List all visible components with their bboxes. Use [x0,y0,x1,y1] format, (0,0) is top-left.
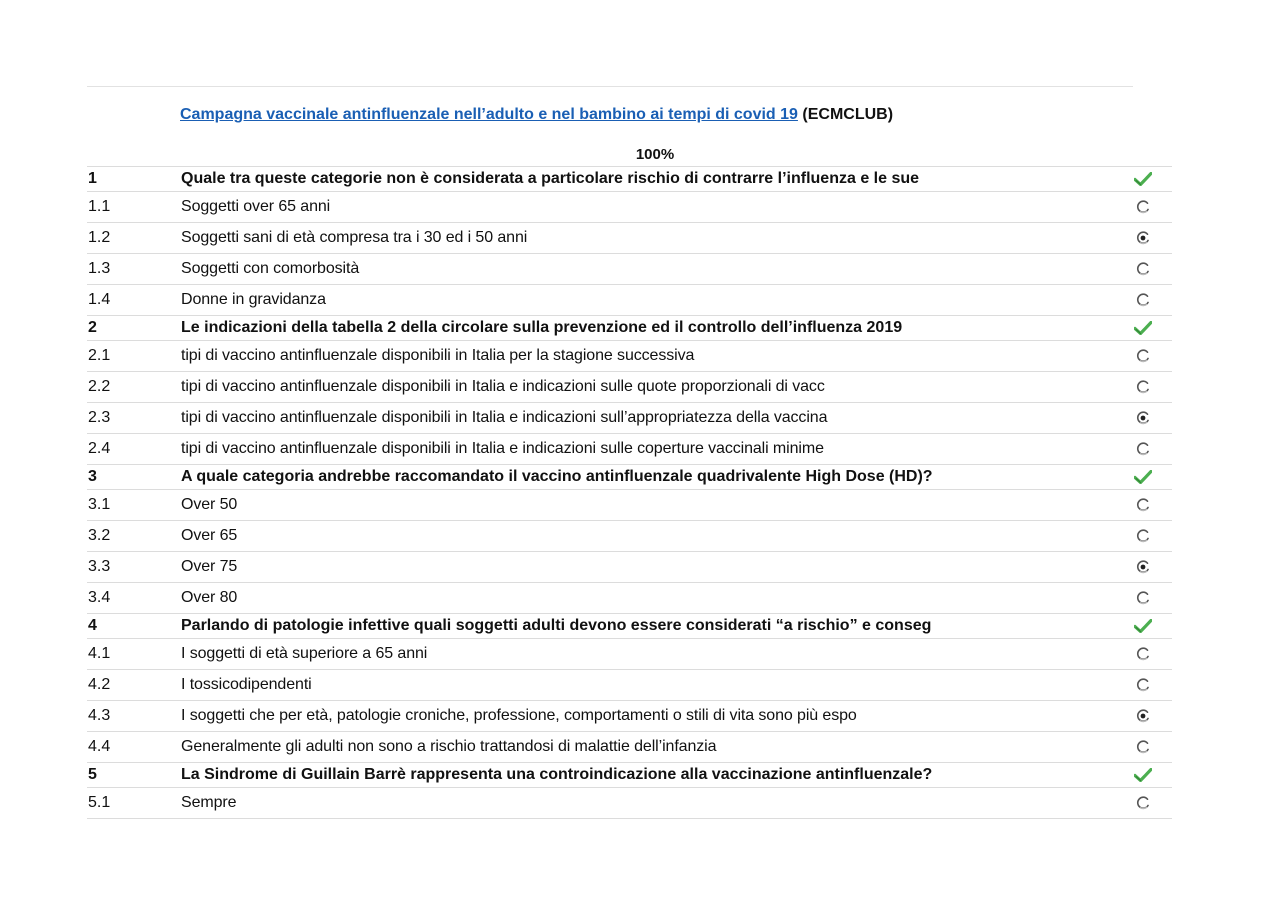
question-row [87,763,1172,788]
score-percentage: 100% [635,146,675,163]
document-title [180,106,893,124]
checkmark-icon [1114,470,1172,484]
question-text: La Sindrome di Guillain Barrè rappresenta una controindicazione alla vaccinazione antinfluenzale? [181,766,933,783]
answer-text: Soggetti con comorbosità [181,260,360,277]
answer-text: tipi di vaccino antinfluenzale disponibili in Italia e indicazioni sulle coperture vaccinali minime [181,440,824,457]
answer-number: 4.3 [88,707,111,724]
radio-unselected-icon[interactable] [1114,262,1172,276]
question-number: 3 [88,468,97,485]
answer-number: 3.1 [88,496,111,513]
question-row [87,465,1172,490]
answer-text: Donne in gravidanza [181,291,326,308]
radio-unselected-icon[interactable] [1114,647,1172,661]
answer-row[interactable] [87,583,1172,614]
answer-text: I soggetti di età superiore a 65 anni [181,645,428,662]
top-divider [87,86,1133,87]
checkmark-icon [1114,619,1172,633]
answer-row[interactable] [87,521,1172,552]
answer-number: 1.4 [88,291,111,308]
answer-text: Soggetti over 65 anni [181,198,331,215]
radio-unselected-icon[interactable] [1114,740,1172,754]
answer-text: Generalmente gli adulti non sono a rischio trattandosi di malattie dell’infanzia [181,738,717,755]
radio-selected-icon[interactable] [1114,709,1172,723]
quiz-results-table [87,166,1172,819]
answer-text: Soggetti sani di età compresa tra i 30 ed i 50 anni [181,229,528,246]
answer-text: Over 80 [181,589,238,606]
radio-unselected-icon[interactable] [1114,442,1172,456]
checkmark-icon [1114,768,1172,782]
answer-row[interactable] [87,788,1172,819]
answer-number: 1.3 [88,260,111,277]
answer-row[interactable] [87,490,1172,521]
answer-text: tipi di vaccino antinfluenzale disponibili in Italia e indicazioni sull’appropriatezza della vaccina [181,409,828,426]
answer-text: tipi di vaccino antinfluenzale disponibili in Italia per la stagione successiva [181,347,695,364]
question-row [87,167,1172,192]
answer-row[interactable] [87,552,1172,583]
answer-row[interactable] [87,670,1172,701]
question-text: A quale categoria andrebbe raccomandato il vaccino antinfluenzale quadrivalente High Dose (HD)? [181,468,933,485]
radio-unselected-icon[interactable] [1114,591,1172,605]
answer-number: 2.4 [88,440,111,457]
checkmark-icon [1114,172,1172,186]
answer-row[interactable] [87,192,1172,223]
answer-number: 2.2 [88,378,111,395]
radio-unselected-icon[interactable] [1114,498,1172,512]
radio-unselected-icon[interactable] [1114,200,1172,214]
question-text: Quale tra queste categorie non è considerata a particolare rischio di contrarre l’influenza e le sue [181,170,920,187]
answer-text: Sempre [181,794,237,811]
answer-text: Over 65 [181,527,238,544]
radio-selected-icon[interactable] [1114,560,1172,574]
answer-row[interactable] [87,341,1172,372]
question-number: 1 [88,170,97,187]
course-title-link[interactable]: Campagna vaccinale antinfluenzale nell’adulto e nel bambino ai tempi di covid 19 [180,106,798,123]
question-text: Le indicazioni della tabella 2 della circolare sulla prevenzione ed il controllo dell’influenza 2019 [181,319,903,336]
question-row [87,316,1172,341]
radio-unselected-icon[interactable] [1114,293,1172,307]
answer-number: 1.1 [88,198,111,215]
answer-number: 4.1 [88,645,111,662]
answer-row[interactable] [87,403,1172,434]
question-row [87,614,1172,639]
radio-selected-icon[interactable] [1114,231,1172,245]
answer-row[interactable] [87,285,1172,316]
answer-number: 3.3 [88,558,111,575]
answer-row[interactable] [87,372,1172,403]
answer-number: 5.1 [88,794,111,811]
answer-number: 1.2 [88,229,111,246]
answer-number: 4.2 [88,676,111,693]
answer-number: 3.4 [88,589,111,606]
radio-selected-icon[interactable] [1114,411,1172,425]
course-provider: (ECMCLUB) [802,106,894,123]
question-number: 5 [88,766,97,783]
answer-text: Over 50 [181,496,238,513]
answer-text: tipi di vaccino antinfluenzale disponibili in Italia e indicazioni sulle quote proporzionali di vacc [181,378,825,395]
answer-text: I tossicodipendenti [181,676,312,693]
checkmark-icon [1114,321,1172,335]
answer-row[interactable] [87,434,1172,465]
answer-row[interactable] [87,254,1172,285]
answer-text: I soggetti che per età, patologie croniche, professione, comportamenti o stili di vita sono più espo [181,707,857,724]
answer-row[interactable] [87,732,1172,763]
radio-unselected-icon[interactable] [1114,678,1172,692]
answer-number: 2.3 [88,409,111,426]
answer-row[interactable] [87,701,1172,732]
answer-text: Over 75 [181,558,238,575]
answer-row[interactable] [87,639,1172,670]
question-number: 2 [88,319,97,336]
question-text: Parlando di patologie infettive quali soggetti adulti devono essere considerati “a rischio” e conseg [181,617,932,634]
answer-number: 2.1 [88,347,111,364]
question-number: 4 [88,617,97,634]
radio-unselected-icon[interactable] [1114,796,1172,810]
radio-unselected-icon[interactable] [1114,529,1172,543]
answer-number: 3.2 [88,527,111,544]
answer-number: 4.4 [88,738,111,755]
answer-row[interactable] [87,223,1172,254]
radio-unselected-icon[interactable] [1114,349,1172,363]
radio-unselected-icon[interactable] [1114,380,1172,394]
